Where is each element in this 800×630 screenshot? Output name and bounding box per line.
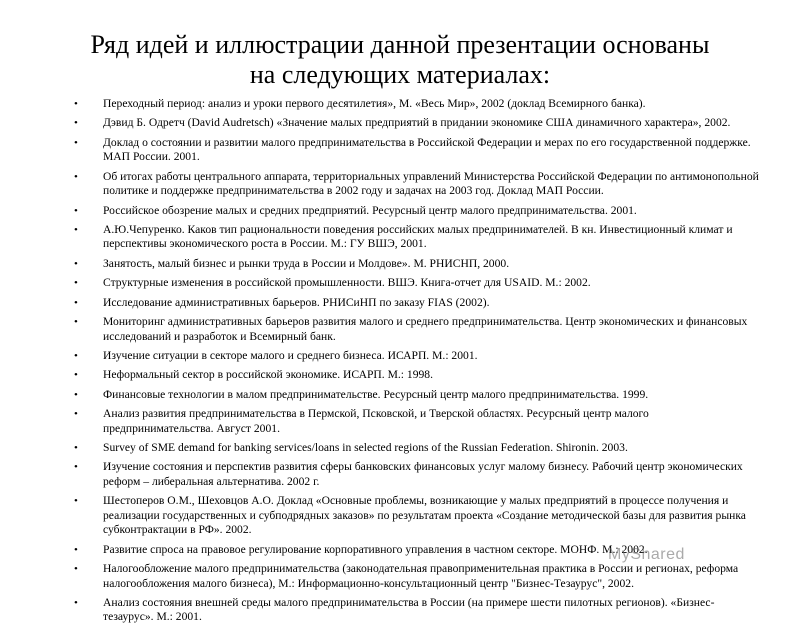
reference-text: Об итогах работы центрального аппарата, территориальных управлений Министерства Российской Федерации по антимонопольной политике и поддержке предпринимательства в 2002 году и задачах на 2003 год. Доклад МАП России.: [103, 169, 759, 198]
bullet-icon: •: [74, 296, 78, 309]
reference-text: Шестоперов О.М., Шеховцов А.О. Доклад «Основные проблемы, возникающие у малых предприятий в процессе получения и реализации государственных и субподрядных заказов» по результатам проекта «Создание методической базы для развития рынка субконтрактации в РФ». 2002.: [103, 494, 746, 537]
reference-item: [0, 368, 800, 383]
reference-text: Анализ состояния внешней среды малого предпринимательства в России (на примере шести пилотных регионов). «Бизнес-тезаурус». М.: 2001.: [103, 595, 715, 624]
bullet-icon: •: [74, 204, 78, 217]
reference-text: Налогообложение малого предпринимательства (законодательная правоприменительная практика в России и регионах, реформа налогообложения малого бизнеса), М.: Информационно-консультационный центр "Бизнес-Тезаурус", 2002.: [103, 562, 739, 590]
bullet-icon: •: [74, 136, 78, 149]
bullet-icon: •: [74, 408, 78, 421]
bullet-icon: •: [74, 349, 78, 362]
reference-item: [0, 441, 800, 456]
reference-item: [0, 460, 800, 489]
reference-text: Российское обозрение малых и средних предприятий. Ресурсный центр малого предпринимательства. 2001.: [103, 203, 637, 217]
bullet-icon: •: [74, 277, 78, 290]
reference-item: [0, 223, 800, 252]
reference-text: Изучение состояния и перспектив развития сферы банковских финансовых услуг малому бизнесу. Рабочий центр экономических реформ – либеральная альтернатива. 2002 г.: [103, 460, 743, 488]
bullet-icon: •: [74, 563, 78, 576]
bullet-icon: •: [74, 223, 78, 236]
reference-text: Мониторинг административных барьеров развития малого и среднего предпринимательства. Центр экономических и финансовых исследований и разработок и Всемирный банк.: [103, 315, 748, 343]
bullet-icon: •: [74, 388, 78, 401]
reference-item: [0, 136, 800, 165]
reference-item: [0, 315, 800, 344]
reference-text: Исследование административных барьеров. РНИСиНП по заказу FIAS (2002).: [103, 295, 490, 309]
reference-text: Занятость, малый бизнес и рынки труда в России и Молдове». М. РНИСНП, 2000.: [103, 256, 510, 270]
bullet-icon: •: [74, 461, 78, 474]
bullet-icon: •: [74, 170, 78, 183]
bullet-icon: •: [74, 98, 78, 110]
watermark-logo: [608, 546, 758, 570]
bullet-icon: •: [74, 441, 78, 454]
bullet-icon: •: [74, 596, 78, 609]
bullet-icon: •: [74, 257, 78, 270]
reference-item: [0, 596, 800, 625]
watermark-text: MyShared: [608, 546, 685, 563]
slide-title-line-2: на следующих материалах:: [249, 60, 551, 89]
reference-item: [0, 388, 800, 403]
reference-item: [0, 204, 800, 219]
bullet-icon: •: [74, 495, 78, 508]
bullet-icon: •: [74, 543, 78, 556]
reference-text: Дэвид Б. Одретч (David Audretsch) «Значение малых предприятий в придании экономике США динамичного характера», 2002.: [103, 116, 731, 130]
reference-item: [0, 170, 800, 199]
reference-text: Структурные изменения в российской промышленности. ВШЭ. Книга-отчет для USAID. М.: 2002.: [103, 276, 591, 290]
reference-text: А.Ю.Чепуренко. Каков тип рациональности поведения российских малых предпринимателей. В кн. Инвестиционный климат и перспективы экономического роста в России. М.: ГУ ВШЭ, 2001.: [103, 222, 733, 251]
bullet-icon: •: [74, 117, 78, 130]
slide-title: [40, 30, 760, 90]
slide-title-line-1: Ряд идей и иллюстрации данной презентации основаны: [90, 30, 710, 59]
reference-item: [0, 97, 800, 112]
reference-item: [0, 494, 800, 538]
reference-text: Survey of SME demand for banking services/loans in selected regions of the Russian Federation. Shironin. 2003.: [103, 440, 628, 454]
reference-text: Анализ развития предпринимательства в Пермской, Псковской, и Тверской областях. Ресурсный центр малого предпринимательства. Август 2001.: [103, 407, 649, 435]
reference-item: [0, 296, 800, 311]
reference-text: Переходный период: анализ и уроки первого десятилетия», М. «Весь Мир», 2002 (доклад Всемирного банка).: [103, 97, 646, 110]
reference-text: Развитие спроса на правовое регулирование корпоративного управления в частном секторе. МОНФ. М.: 2002.: [103, 542, 648, 556]
bullet-icon: •: [74, 369, 78, 382]
reference-item: [0, 257, 800, 272]
reference-text: Неформальный сектор в российской экономике. ИСАРП. М.: 1998.: [103, 368, 433, 382]
bullet-icon: •: [74, 316, 78, 329]
reference-item: [0, 349, 800, 364]
reference-item: [0, 116, 800, 131]
reference-item: [0, 276, 800, 291]
reference-text: Финансовые технологии в малом предпринимательстве. Ресурсный центр малого предпринимательства. 1999.: [103, 387, 649, 401]
reference-text: Доклад о состоянии и развитии малого предпринимательства в Российской Федерации и мерах по его государственной поддержке. МАП России. 2001.: [103, 135, 751, 164]
reference-item: [0, 407, 800, 436]
reference-text: Изучение ситуации в секторе малого и среднего бизнеса. ИСАРП. М.: 2001.: [103, 348, 478, 362]
